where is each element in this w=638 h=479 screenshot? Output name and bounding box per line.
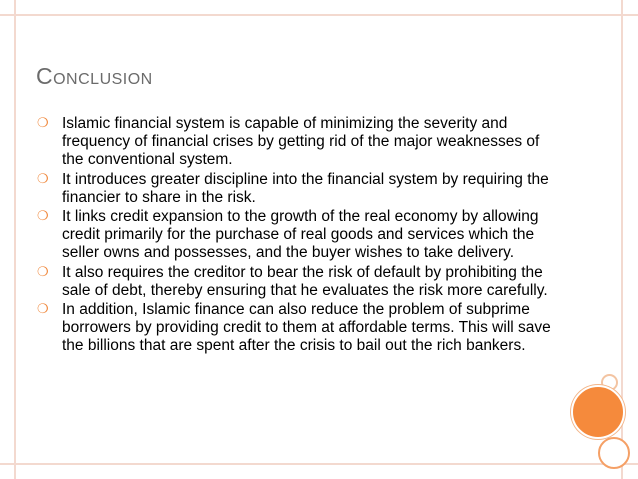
slide-title: Conclusion	[36, 63, 153, 89]
bullet-item	[36, 208, 556, 263]
bullet-item	[36, 301, 556, 356]
decorative-circle-large	[571, 385, 625, 439]
bullet-list	[36, 115, 556, 356]
bullet-item	[36, 115, 556, 170]
bullet-text: It also requires the creditor to bear the risk of default by prohibiting the sale of debt, thereby ensuring that he evaluates the risk more carefully.	[62, 263, 548, 299]
bullet-ring-icon: ❍	[37, 209, 49, 225]
bullet-text: Islamic financial system is capable of minimizing the severity and frequency of financial crises by getting rid of the major weaknesses of the conventional system.	[62, 115, 540, 169]
bullet-ring-icon: ❍	[37, 264, 49, 280]
bullet-ring-icon: ❍	[37, 302, 49, 318]
bullet-text: It links credit expansion to the growth of the real economy by allowing credit primarily for the purchase of real goods and services which the seller owns and possesses, and the buyer wishes to take delivery.	[62, 208, 539, 262]
frame-left-line	[14, 0, 16, 479]
frame-top-line	[0, 14, 638, 16]
bullet-item	[36, 171, 556, 207]
bullet-text: It introduces greater discipline into the financial system by requiring the financier to share in the risk.	[62, 170, 549, 206]
bullet-item	[36, 264, 556, 300]
bullet-text: In addition, Islamic finance can also reduce the problem of subprime borrowers by providing credit to them at affordable terms. This will save the billions that are spent after the crisis to bail out the rich bankers.	[62, 301, 551, 355]
bullet-ring-icon: ❍	[37, 116, 49, 131]
frame-bottom-line	[0, 463, 638, 465]
bullet-ring-icon: ❍	[37, 171, 49, 187]
decorative-circle-small	[598, 437, 630, 469]
